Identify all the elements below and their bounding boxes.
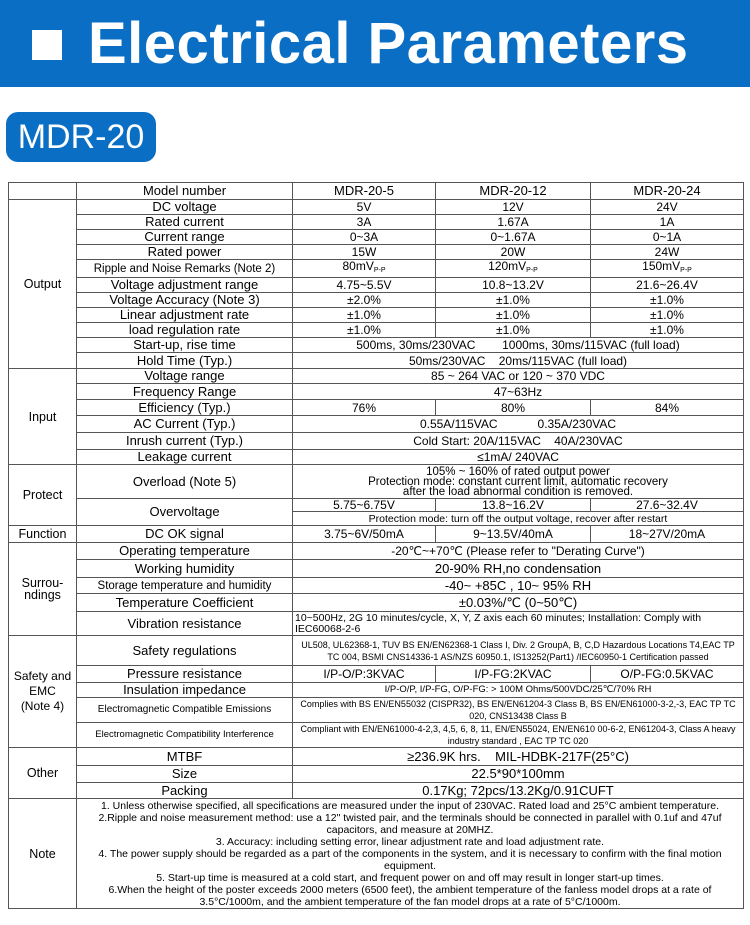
value-cell: 1A <box>591 215 744 230</box>
row-label: Start-up, rise time <box>77 338 293 353</box>
value-cell: 85 ~ 264 VAC or 120 ~ 370 VDC <box>293 369 744 384</box>
group-surroundings: Surrou- ndings <box>9 543 77 636</box>
group-function: Function <box>9 526 77 543</box>
table-row <box>9 499 744 512</box>
row-label: Voltage adjustment range <box>77 278 293 293</box>
value-cell: 0~3A <box>293 230 436 245</box>
row-label: Vibration resistance <box>77 612 293 636</box>
table-row <box>9 594 744 612</box>
table-row <box>9 698 744 723</box>
table-row <box>9 308 744 323</box>
value-cell: ±1.0% <box>436 308 591 323</box>
row-label: Model number <box>77 183 293 200</box>
value-cell: UL508, UL62368-1, TUV BS EN/EN62368-1 Class I, Div. 2 GroupA, B, C,D Hazardous Locations T4,EAC TP TC 004, BSMI CNS14336-1 AS/NZS 60950.1, IS13252(Part1) /IEC60950-1 Certification passed <box>293 636 744 666</box>
value-cell: -40~ +85C , 10~ 95% RH <box>293 578 744 594</box>
table-row <box>9 260 744 278</box>
row-label: Rated current <box>77 215 293 230</box>
value-cell: $120mV_{P-P}$ <box>436 260 591 278</box>
note-item: 6.When the height of the poster exceeds 2000 meters (6500 feet), the ambient temperature of the fanless model drops at a rate of 3.5°C/1000m, and the ambient temperature of the fan model drops at a rate of 5°C/1000m. <box>108 883 712 908</box>
table-row <box>9 560 744 578</box>
table-row <box>9 433 744 450</box>
value-cell: $150mV_{P-P}$ <box>591 260 744 278</box>
table-row <box>9 799 744 909</box>
value-cell: 84% <box>591 400 744 416</box>
table-row <box>9 323 744 338</box>
table-row <box>9 543 744 560</box>
value-cell: ≥236.9K hrs. MIL-HDBK-217F(25°C) <box>293 748 744 766</box>
table-row <box>9 200 744 215</box>
value-cell: 27.6~32.4V <box>591 499 744 512</box>
group-other: Other <box>9 748 77 799</box>
value-cell: ≤1mA/ 240VAC <box>293 450 744 465</box>
note-item: 3. Accuracy: including setting error, linear adjustment rate and load adjustment rate. <box>215 835 605 848</box>
row-label: Voltage range <box>77 369 293 384</box>
row-label: Storage temperature and humidity <box>77 578 293 594</box>
value-cell: ±0.03%/℃ (0~50℃) <box>293 594 744 612</box>
value-cell: $80mV_{P-P}$ <box>293 260 436 278</box>
row-label: Leakage current <box>77 450 293 465</box>
row-label: Packing <box>77 783 293 799</box>
value-cell: 10~500Hz, 2G 10 minutes/cycle, X, Y, Z axis each 60 minutes; Installation: Comply with IEC60068-2-6 <box>293 612 744 636</box>
group-safety: Safety and EMC (Note 4) <box>9 636 77 748</box>
row-label: Operating temperature <box>77 543 293 560</box>
table-row <box>9 416 744 433</box>
value-cell: -20℃~+70℃ (Please refer to "Derating Curve") <box>293 543 744 560</box>
row-label: DC voltage <box>77 200 293 215</box>
value-cell: O/P-FG:0.5KVAC <box>591 666 744 683</box>
value-cell: ±1.0% <box>591 308 744 323</box>
row-label: Size <box>77 766 293 783</box>
value-cell: 18~27V/20mA <box>591 526 744 543</box>
model-badge: MDR-20 <box>6 112 156 162</box>
table-row <box>9 338 744 353</box>
value-cell: ±1.0% <box>591 323 744 338</box>
value-cell: 20W <box>436 245 591 260</box>
row-label: Safety regulations <box>77 636 293 666</box>
group-input: Input <box>9 369 77 465</box>
row-label: Hold Time (Typ.) <box>77 353 293 369</box>
group-output: Output <box>9 200 77 369</box>
group-protect: Protect <box>9 465 77 526</box>
value-cell: ±2.0% <box>293 293 436 308</box>
table-row <box>9 766 744 783</box>
value-cell: 24W <box>591 245 744 260</box>
table-row <box>9 748 744 766</box>
value-cell: 13.8~16.2V <box>436 499 591 512</box>
model-cell: MDR-20-24 <box>591 183 744 200</box>
model-cell: MDR-20-5 <box>293 183 436 200</box>
value-cell: Compliant with EN/EN61000-4-2,3, 4,5, 6, 8, 11, EN/EN55024, EN/EN610 00-6-2, EN61204-3, Class A heavy industry standard , EAC TP TC 020 <box>293 723 744 748</box>
table-row <box>9 353 744 369</box>
page-title: Electrical Parameters <box>88 11 689 76</box>
table-row <box>9 230 744 245</box>
table-row <box>9 465 744 499</box>
table-row <box>9 666 744 683</box>
value-cell: 5.75~6.75V <box>293 499 436 512</box>
square-bullet-icon <box>32 30 62 60</box>
value-cell: I/P-O/P:3KVAC <box>293 666 436 683</box>
row-label: DC OK signal <box>77 526 293 543</box>
table-row <box>9 636 744 666</box>
note-item: 5. Start-up time is measured at a cold start, and frequent power on and off may result in longer start-up times. <box>156 871 664 884</box>
row-label: Electromagnetic Compatibility Interference <box>77 723 293 748</box>
value-cell: 105% ~ 160% of rated output power Protection mode: constant current limit, automatic recovery after the load abnormal condition is removed. <box>293 465 744 499</box>
row-label: load regulation rate <box>77 323 293 338</box>
table-row <box>9 384 744 400</box>
table-row <box>9 278 744 293</box>
row-label: Voltage Accuracy (Note 3) <box>77 293 293 308</box>
row-label: Linear adjustment rate <box>77 308 293 323</box>
row-label: Inrush current (Typ.) <box>77 433 293 450</box>
value-cell: ±1.0% <box>293 323 436 338</box>
row-label: Efficiency (Typ.) <box>77 400 293 416</box>
spec-table <box>8 182 744 909</box>
value-cell: 50ms/230VAC 20ms/115VAC (full load) <box>293 353 744 369</box>
row-label: Temperature Coefficient <box>77 594 293 612</box>
note-item: 2.Ripple and noise measurement method: use a 12" twisted pair, and the terminals should be connected in parallel with 0.1uf and 47uf capacitors, and measure at 20MHZ. <box>98 811 722 836</box>
row-label: Overload (Note 5) <box>77 465 293 499</box>
note-item: 1. Unless otherwise specified, all specifications are measured under the input of 230VAC. Rated load and 25°C ambient temperature. <box>100 799 720 812</box>
table-row <box>9 245 744 260</box>
header-banner <box>0 0 750 87</box>
row-label: Frequency Range <box>77 384 293 400</box>
table-row <box>9 450 744 465</box>
table-row <box>9 783 744 799</box>
table-row <box>9 183 744 200</box>
value-cell: 21.6~26.4V <box>591 278 744 293</box>
group-note: Note <box>9 799 77 909</box>
row-label: Electromagnetic Compatible Emissions <box>77 698 293 723</box>
value-cell: 1.67A <box>436 215 591 230</box>
model-cell: MDR-20-12 <box>436 183 591 200</box>
value-cell: ±1.0% <box>293 308 436 323</box>
value-cell: Complies with BS EN/EN55032 (CISPR32), BS EN/EN61204-3 Class B, BS EN/EN61000-3-2,-3, EAC TP TC 020, CNS13438 Class B <box>293 698 744 723</box>
table-row <box>9 683 744 698</box>
note-item: 4. The power supply should be regarded as a part of the components in the system, and it is necessary to confirm with the final motion equipment. <box>98 847 722 872</box>
table-row <box>9 578 744 594</box>
row-label: Ripple and Noise Remarks (Note 2) <box>77 260 293 278</box>
value-cell: 10.8~13.2V <box>436 278 591 293</box>
row-label: Overvoltage <box>77 499 293 526</box>
row-label: AC Current (Typ.) <box>77 416 293 433</box>
value-cell: Protection mode: turn off the output voltage, recover after restart <box>293 512 744 526</box>
value-cell: 0.55A/115VAC 0.35A/230VAC <box>293 416 744 433</box>
value-cell: 24V <box>591 200 744 215</box>
value-cell: 5V <box>293 200 436 215</box>
table-row <box>9 723 744 748</box>
value-cell: 0~1A <box>591 230 744 245</box>
table-row <box>9 215 744 230</box>
value-cell: I/P-O/P, I/P-FG, O/P-FG: > 100M Ohms/500VDC/25℃/70% RH <box>293 683 744 698</box>
value-cell: 76% <box>293 400 436 416</box>
value-cell: 0~1.67A <box>436 230 591 245</box>
value-cell: ±1.0% <box>436 293 591 308</box>
row-label: Pressure resistance <box>77 666 293 683</box>
value-cell: 0.17Kg; 72pcs/13.2Kg/0.91CUFT <box>293 783 744 799</box>
value-cell: Cold Start: 20A/115VAC 40A/230VAC <box>293 433 744 450</box>
row-label: Insulation impedance <box>77 683 293 698</box>
table-row <box>9 369 744 384</box>
value-cell: 500ms, 30ms/230VAC 1000ms, 30ms/115VAC (full load) <box>293 338 744 353</box>
value-cell: 15W <box>293 245 436 260</box>
value-cell: 12V <box>436 200 591 215</box>
table-row <box>9 400 744 416</box>
value-cell: 3A <box>293 215 436 230</box>
row-label: Rated power <box>77 245 293 260</box>
table-row <box>9 612 744 636</box>
row-label: Working humidity <box>77 560 293 578</box>
value-cell: 22.5*90*100mm <box>293 766 744 783</box>
value-cell: 3.75~6V/50mA <box>293 526 436 543</box>
value-cell: ±1.0% <box>436 323 591 338</box>
value-cell: 47~63Hz <box>293 384 744 400</box>
value-cell: I/P-FG:2KVAC <box>436 666 591 683</box>
table-row <box>9 526 744 543</box>
row-label: Current range <box>77 230 293 245</box>
value-cell: 9~13.5V/40mA <box>436 526 591 543</box>
row-label: MTBF <box>77 748 293 766</box>
value-cell: 80% <box>436 400 591 416</box>
table-row <box>9 293 744 308</box>
value-cell: 4.75~5.5V <box>293 278 436 293</box>
value-cell: 20-90% RH,no condensation <box>293 560 744 578</box>
notes-cell <box>77 799 744 909</box>
value-cell: ±1.0% <box>591 293 744 308</box>
